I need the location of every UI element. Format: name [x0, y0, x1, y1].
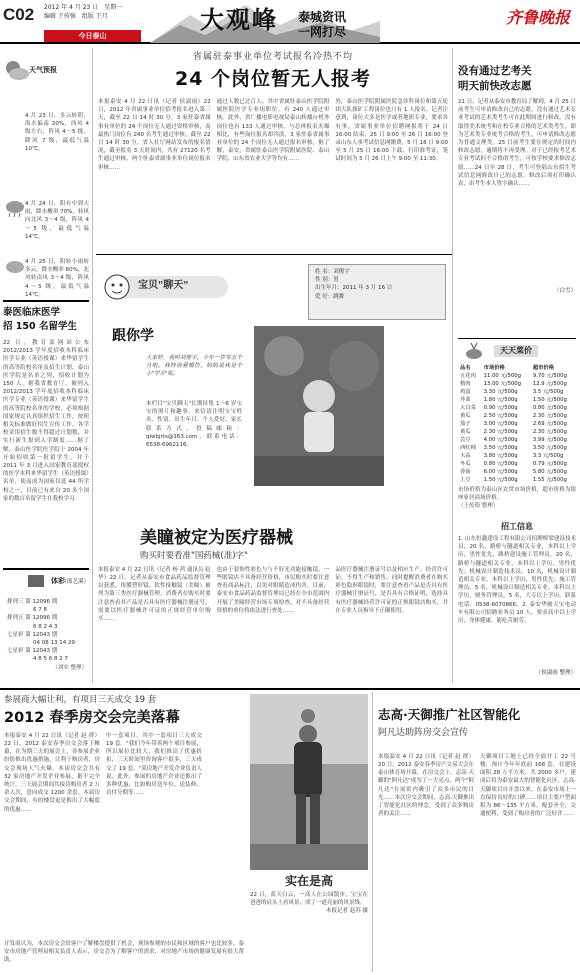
- price-cell: 香菇: [460, 469, 471, 475]
- main-kicker: 省属驻泰事业单位考试报名冷热不均: [192, 52, 353, 62]
- price-cell: 2.30 元/500g: [532, 429, 567, 435]
- right-headline-2: 明天前快改志愿: [458, 80, 532, 92]
- price-cell: 黄瓜: [460, 429, 471, 435]
- price-note: 市场价格为泰山区农贸市场价格，超市价格为银座家居商场价格。: [458, 487, 576, 502]
- divider: [96, 254, 452, 255]
- price-cell: 3.3 元/500g: [532, 453, 564, 459]
- price-cell: 芹菜: [460, 397, 471, 403]
- jobs-box: [458, 522, 576, 677]
- fair-col3: 开发商认为，本次房交会给客户了解楼盘提供了机会，现场参观的市民和区域的客户也比较多。泰安市房地产管理局相关负责人表示，房交会为了解客户的需求，对房地产市场的健康发展有很大帮助。: [4, 941, 244, 964]
- price-title: 天天菜价: [494, 345, 538, 357]
- lottery-line: 4 8 5 6 8 2 7: [33, 656, 68, 663]
- divider: [3, 300, 89, 302]
- price-cell: 4.00 元/500g: [483, 437, 518, 443]
- price-cell: 0.90 元/500g: [483, 405, 518, 411]
- price-cell: 13.00 元/500g: [483, 381, 522, 387]
- price-cell: 西红柿: [460, 445, 476, 451]
- price-cell: 5.80 元/500g: [532, 469, 567, 475]
- price-cell: 土豆: [460, 477, 471, 483]
- price-row: [458, 388, 576, 396]
- price-cell: 6.00 元/500g: [483, 469, 518, 475]
- price-byline: （王传筠 整理）: [458, 503, 499, 510]
- lottery-line: 七星彩 第 12043 期: [7, 648, 58, 655]
- baby-banner: [108, 276, 228, 298]
- editor-line: [44, 13, 108, 21]
- price-cell: 冬瓜: [460, 461, 471, 467]
- price-cell: 鸡蛋: [460, 389, 471, 395]
- weather-day-3: 4 月 25 日，阴转小雨转多云，降水概率 60%，北风转南风 3～4 级，阵风 4～5 级，最低气温 14℃。: [25, 259, 89, 298]
- photo-credit: 本报记者 赵苏 摄: [326, 908, 368, 915]
- vegetable-price-box: [458, 342, 576, 511]
- column-divider: [92, 48, 93, 683]
- baby-face-icon: [102, 272, 132, 302]
- page-code: C02: [3, 5, 35, 24]
- column-divider: [452, 48, 453, 683]
- price-row: [458, 380, 576, 388]
- price-cell: 0.79 元/500g: [532, 461, 567, 467]
- name-label: 姓 名：: [315, 269, 334, 275]
- baby-photo-image: [254, 326, 384, 486]
- brand-title: 大观峰: [200, 5, 278, 34]
- sex-label: 性 别：: [315, 277, 334, 284]
- main-body-col3: 外，泰山医学院附属医院急诊科岗位和第五轮团大队探矿工程岗位也只有 1 人报名。记者注意到，岗位大多是医学或者地质专业，要求各有事。省属事业单位招聘网报将于 24 日 16:00 结束，25 日 9:00 至 26 日 16:00 登录山东人事考试信息网缴费，5 月 18 日 9:00 至 5 月 25 日 16:00 下载、打印准考证，笔试时间为 5 月 26 日上午 9:00 至 11:30。: [335, 99, 449, 163]
- price-cell: 1.50 元/500g: [532, 397, 567, 403]
- price-cell: 3.30 元/500g: [483, 389, 518, 395]
- brand-sub-2: 一网打尽: [298, 25, 347, 39]
- brand-sub-1: 泰城资讯: [298, 10, 347, 24]
- jobs-byline: （侯淑雨 整理）: [535, 670, 576, 676]
- lottery-byline: （刘实 整理）: [52, 664, 87, 671]
- designer-text: 组版 王月: [81, 13, 108, 20]
- sex-value: 男: [333, 277, 339, 284]
- section-divider: [0, 688, 580, 690]
- park-photo: [250, 694, 368, 870]
- fair-kicker: 参展商大幅让利，有项目三天成交 19 套: [4, 695, 157, 705]
- price-cell: 0.80 元/500g: [532, 405, 567, 411]
- baby-quote: 大家好，我叫刘俊宇，今年一岁零五个月啦。我特别爱模仿，妈妈说我是个小"学舌"呢。: [146, 355, 242, 378]
- price-header: 超市价格: [532, 365, 555, 371]
- lottery-line: 6 8 2 4 3: [33, 623, 58, 630]
- photo-caption-text: 22 日，蓝天白云，一高人在公园散步，宝宝在爸爸的肩头上看风景，成了一道亮丽的风景线。: [250, 892, 368, 907]
- birth-value: 2011 年 3 月 16 日: [342, 285, 393, 292]
- price-row: [458, 436, 576, 444]
- price-row: [458, 396, 576, 404]
- price-row: [458, 460, 576, 468]
- price-cell: 1.55 元/500g: [532, 477, 567, 483]
- weather-box: [3, 50, 91, 300]
- baby-banner-title: 宝贝"聊天": [138, 280, 189, 291]
- fair-headline: 2012 春季房交会完美落幕: [4, 709, 180, 726]
- photo-caption-title: 实在是高: [284, 874, 333, 888]
- name-value: 刘俊宇: [333, 269, 350, 275]
- price-cell: 9.70 元/500g: [532, 373, 567, 379]
- medical-headline: 美瞳被定为医疗器械: [140, 528, 293, 548]
- price-cell: 芸豆: [460, 437, 471, 443]
- price-table: [458, 364, 576, 484]
- price-cell: 0.80 元/500g: [483, 461, 518, 467]
- main-body-col1: 本报泰安 4 月 22 日讯（记者 侯淑雨）22 日，2012 年省属事业单位招考报名进入第三天，截至 22 日 14 时 30 分，3 家驻泰省属事业单位的 24 个岗位无人通过资格审核，而最热门岗位有 240 名考生通过审核。截至 22 日 14 时 30 分，省人社厅网站发布的报名情况，截至报名 3 天时间内，共有 27120 名考生通过审核，两个驻泰省属事业单位岗位报名审核……: [98, 99, 211, 171]
- price-row: [458, 372, 576, 380]
- price-cell: 12.9 元/500g: [532, 381, 567, 387]
- date-text: 2012 年 4 月 23 日: [44, 4, 99, 11]
- baby-profile-card: [308, 264, 446, 320]
- zhigao-story: [378, 695, 576, 958]
- price-row: [458, 412, 576, 420]
- baby-note: 本栏目"宝贝聊天"长期征集 1～6 岁宝宝的照片和趣事，来信请注明宝宝姓名、性别、出生年月、个人爱好、家长联系方式。投稿邮箱：qlwbjrts@163.com，联系电话：6538-6962116。: [146, 401, 242, 449]
- jobs-title: 招工信息: [501, 522, 533, 531]
- lottery-line: 排列五 第 12096 期: [7, 615, 58, 622]
- medical-story: [98, 528, 448, 684]
- medical-col1: 本报泰安 4 月 22 日讯（记者 杨 茜 通讯员 赵 华）22 日，记者从泰安市食品药品监督管理局获悉，角膜塑形镜、软性接触镜（美瞳）被列为第三类医疗器械管理，消费者在购买时要注意查看其产品是否具有医疗器械注册证号，需要以医疗器械许可证的正规经营单位购买……: [98, 566, 211, 623]
- price-row: [458, 428, 576, 436]
- lottery-results: [7, 598, 87, 672]
- main-body-col2: 通过人数已过百人。其中省属驻泰山医学院附属医院医学专业组职位，有 240 人通过审核。此外，省广播电影电视局泰山转播台机务岗位也有 133 人通过审核。与总体报名火爆相比，有些岗位报名却冷淡，3 家驻泰省属事业单位的 24 个岗位无人通过报名审核，据了解，泰安，省属驻泰山医学院附属医院、泰山学院、山东省农业大学等均有……: [216, 99, 330, 163]
- right-story-body: 21 日，记者从泰安市教育局了解到，4 月 25 日前考生可申请修改自己的志愿，没有通过艺术专业考试的艺术类考生可在此期间进行修改。没有取得美术统考和在校专业合格的艺术类考生，即为艺术类专业统考合格的考生，可申请修改志愿为普通文理类。25 日前考生要在规定的时间内修改志愿，逾期将不再受理。对于已经报考艺术专业考试但不合格的考生，可按学校要求修改志愿……24 日至 28 日，考生可登陆山东招生考试信息网修改自己的志愿。修改后须打印确认表，由考生本人签字确认……: [458, 99, 576, 188]
- right-story: [458, 64, 576, 295]
- price-row: [458, 452, 576, 460]
- birth-label: 出生年月：: [315, 285, 343, 292]
- right-story-byline: （白雪）: [553, 288, 576, 294]
- cloud-icon: [5, 258, 25, 276]
- paper-logo: 齐鲁晚报: [506, 8, 571, 27]
- vegetable-icon: [464, 342, 484, 360]
- weather-day-2: 4 月 24 日，阴有中到大雨，降水概率 70%，转风向北风 3～4 级，阵风 4～5 级，最低气温 14℃。: [25, 201, 89, 240]
- main-headline: 24 个岗位暂无人报考: [174, 68, 372, 91]
- rain-cloud-icon: [5, 200, 25, 218]
- price-cell: 2.69 元/500g: [532, 421, 567, 427]
- lottery-icon: [27, 574, 45, 588]
- price-cell: 大蒜: [460, 453, 471, 459]
- right-headline-1: 没有通过艺考关: [458, 65, 532, 77]
- lottery-line: 6 7 8: [33, 607, 47, 614]
- weather-title: 天气预报: [29, 66, 57, 74]
- price-cell: 2.30 元/500g: [532, 413, 567, 419]
- baby-photo: [254, 326, 384, 486]
- baby-section: [98, 262, 448, 522]
- price-row: [458, 444, 576, 452]
- price-cell: 2.30 元/500g: [483, 429, 518, 435]
- price-row: [458, 476, 576, 484]
- photo-caption-box: [250, 874, 368, 916]
- lottery-title: 体彩: [51, 577, 65, 585]
- zhigao-headline: 志高·天御推广社区智能化: [378, 707, 521, 722]
- price-cell: 3.5 元/500g: [532, 389, 564, 395]
- price-cell: 2.50 元/500g: [483, 413, 518, 419]
- left-story: [3, 306, 89, 586]
- price-cell: 五花肉: [460, 373, 476, 379]
- section-tab[interactable]: 今日泰山: [44, 30, 141, 42]
- price-cell: 1.50 元/500g: [483, 477, 518, 483]
- main-story: [98, 52, 448, 222]
- price-cell: 3.00 元/500g: [483, 421, 518, 427]
- price-row: [458, 404, 576, 412]
- price-row: [458, 468, 576, 476]
- editor-text: 编辑 王传强: [44, 13, 76, 20]
- hobby-label: 爱 好：: [315, 293, 334, 300]
- jobs-body: 1. 山东恒鑫建设工程有限公司招聘桥梁建设技术员，20 名，路桥与隧道相关专业，本科以上学历，男性优先，路桥建设施工管理员，20 名，路桥与隧道相关专业，本科以上学历，男性优先；机械设计制造技术员，10 名，机械设计制造相关专业，本科以上学历，男性优先；施工管理员，5 名，机械设计制造相关专业，本科以上学历，财务管理员，5 名，大专以上学历。联系电话：0538-6070866。2. 泰安华骏天宝电动车有限公司招聘业务员 10 人，要求高中以上学历，身体健康，能吃苦耐劳。: [458, 536, 576, 625]
- price-cell: 1.80 元/500g: [483, 397, 518, 403]
- divider: [458, 338, 576, 339]
- price-cell: 3.99 元/500g: [532, 437, 567, 443]
- left-story-byline: （郎艺溪）: [61, 579, 89, 585]
- price-cell: 黄瓜: [460, 413, 471, 419]
- fair-col2: 中一套项目，其中一套项目三天成交 19 套。"我们今年带着两个项目参展，所以展位比较大，我们推出了优惠折扣，三天时间里咨询客户很多，三天成交了 19 套。"某房地产开发企业负责人说。此外，参展的房地产企业还推出了多种优惠，比如购房送车位、送装修、首付分期等……: [106, 732, 202, 797]
- divider: [3, 568, 89, 570]
- price-cell: 茄子: [460, 421, 471, 427]
- zhigao-sub: 阿凡达助阵房交会宣传: [378, 727, 469, 738]
- lottery-line: 七星彩 第 12043 期: [7, 631, 58, 638]
- price-cell: 精肉: [460, 381, 471, 387]
- medical-col2: 也由于装饰性彩色与与不好光功能接触镜，一些眼镜店不具备经营资格，市民购买时要注意查看商品标注，以免对眼睛造成伤害。目前，泰安市食品药品监督管理局已经在全市范围内开展了美瞳经营市场专项检查，对不具备经营资格的单位将依法进行查处……: [216, 566, 330, 614]
- left-story-body: 22 日，教育部网站公布 2012/2013 学年度招收本科临床医学专业（英语授课）来华留学生的高等院校名单及招生计划，泰山医学院是名单之列，招收计划为 150 人。据我省教育厅，被列入 2012/2013 学年度招收本科临床医学专业（英语授课）来华留学生的高等院校名单的学校，必须根据国家规定认真组织招生工作，按照相关标准做好招生宣传工作，各学校采用招生数不得超过计划数，并实行新生报到入学制度……据了解，泰山医学院医学院于 2004 年开始招收第一批留学生，并于 2011 年 3 月进入国家教育部授权的医学本科来华留学生（英语授课）名单，使而成为国家仅选 44 所学校之一，目前已有来自 20 多个国家的数百名留学生在我校学习。: [3, 340, 89, 502]
- medical-col3: 品医疗器械注册证号以及相应生产、经营许可证，不得生产和销售。同时提醒消费者在购买彩色隐形眼镜时，要注意查看产品是否具有医疗器械注册证号，是否具有合格证明，选择具有医疗器械经营许可证的正规眼镜店购买，并在专业人员指导下正确使用。: [335, 566, 449, 614]
- left-story-headline-1: 泰医临床医学: [3, 307, 61, 318]
- price-row: [458, 420, 576, 428]
- price-cell: 大白菜: [460, 405, 476, 411]
- baby-headline: 跟你学: [112, 328, 154, 344]
- price-header: 品名: [460, 365, 471, 371]
- lottery-line: 04 08 13 14 29: [33, 640, 75, 647]
- price-cell: 3.50 元/500g: [532, 445, 567, 451]
- masthead: [0, 0, 580, 44]
- issue-date: [44, 4, 122, 12]
- zhigao-col2: 天御项目工地上已经全面开工 22 号楼，预计今年年底前 168 套，在建设面积 28 万平方米，共 2000 多户，建成后将为泰安最大的智能化社区。志高·天御项目自开盘以来，在泰安市场上一直保持良好的口碑……项目主要户型面积为 86～135 平方米，配套齐全，交通便利，受到了购房者的广泛好评……: [480, 753, 576, 818]
- lottery-box: [3, 572, 89, 682]
- hobby-value: 跳舞: [333, 293, 345, 300]
- weekday-text: 星期一: [104, 4, 123, 11]
- weather-day-1: 4 月 23 日，多云转阴，海水偏南 20%，西风 4 级左右，阵风 4～5 级，降风 7 级，最低气温 10℃。: [25, 113, 89, 152]
- price-header: 市场价格: [483, 365, 505, 371]
- sun-cloud-icon: [3, 58, 29, 82]
- column-divider: [372, 692, 373, 972]
- fair-col1: 本报泰安 4 月 22 日讯（记者 赵 群）22 日，2012 泰安春季房交会落下帷幕，在为期三天的展会上，各参展企业纷纷推出优惠措施，让利于购房者，房交会现场人气火爆。本届房交会共有 32 家房地产开发企业参展，据不完全统计，三天展会期间共接待购房者 2 万余人次，意向成交 1200 余套。本届房交会期间，有的楼盘更是推出了大幅度的优惠……: [4, 732, 100, 813]
- medical-sub: 购买时要看准"国药械(准)字": [140, 551, 248, 562]
- zhigao-col1: 本报泰安 4 月 22 日讯（记者 赵 群）20 日，2012 泰安春季房产交易大会在泰山体育场开幕。在房交会上，志高·天御的"阿凡达"成为了一大亮点，两个"阿凡达"在展馆内吸引了众多市民的目光……本次房交会期间，志高·天御推出了智能化社区的理念，受到了众多购房者的关注……: [378, 753, 474, 818]
- park-photo-image: [250, 694, 368, 870]
- price-cell: 3.80 元/500g: [483, 453, 518, 459]
- left-story-headline-2: 招 150 名留学生: [3, 321, 77, 332]
- price-cell: 11.00 元/500g: [483, 373, 522, 379]
- price-cell: 3.50 元/500g: [483, 445, 518, 451]
- lottery-line: 排列三 第 12096 期: [7, 599, 58, 605]
